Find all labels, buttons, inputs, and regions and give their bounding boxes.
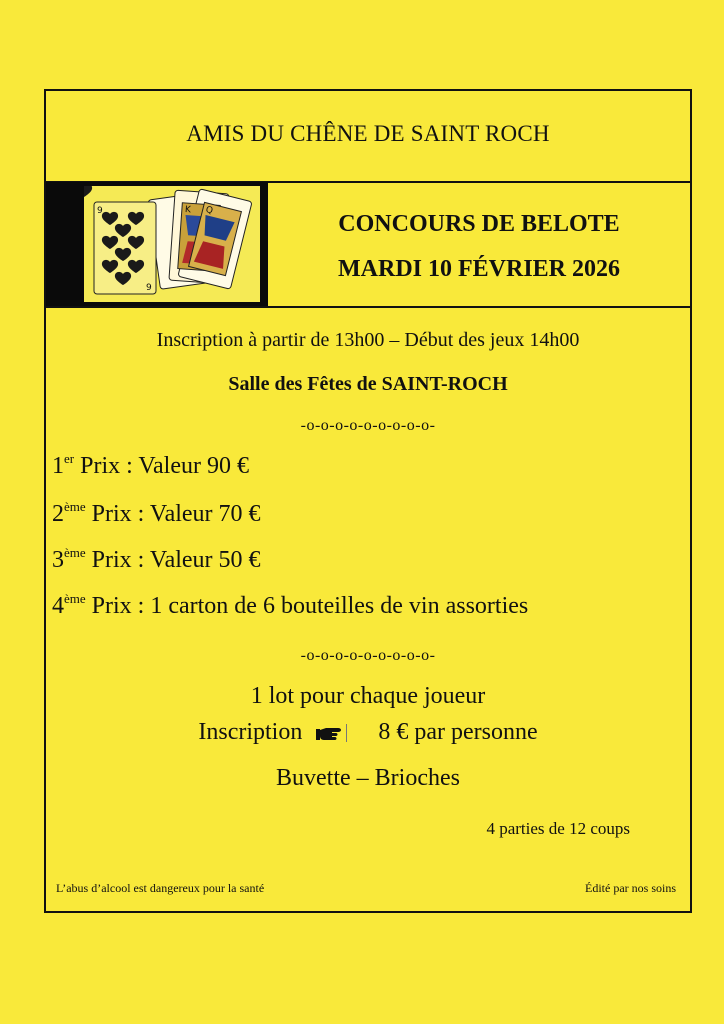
cards-illustration-box: [46, 182, 268, 306]
event-date: MARDI 10 FÉVRIER 2026: [338, 256, 620, 282]
buvette: Buvette – Brioches: [276, 765, 460, 791]
separator-2: -o-o-o-o-o-o-o-o-o-: [300, 647, 436, 664]
game-format: 4 parties de 12 coups: [486, 819, 630, 838]
playing-cards-icon: [84, 186, 260, 302]
event-title-block: [268, 183, 690, 305]
lot-per-player: 1 lot pour chaque joueur: [250, 683, 486, 709]
venue: Salle des Fêtes de SAINT-ROCH: [228, 373, 508, 395]
organization-name: AMIS DU CHÊNE DE SAINT ROCH: [186, 121, 550, 146]
prize-4: 4ème Prix : 1 carton de 6 bouteilles de vin assorties: [52, 591, 529, 619]
prize-3: 3ème Prix : Valeur 50 €: [52, 545, 261, 573]
inscription-label: Inscription: [198, 719, 303, 745]
inscription-hours: Inscription à partir de 13h00 – Début des jeux 14h00: [156, 329, 580, 351]
event-title: CONCOURS DE BELOTE: [338, 211, 620, 237]
svg-text:K: K: [184, 204, 192, 216]
svg-text:9: 9: [146, 283, 152, 293]
poster-frame: [44, 89, 692, 913]
separator-1: -o-o-o-o-o-o-o-o-o-: [300, 417, 436, 434]
alcohol-warning: L’abus d’alcool est dangereux pour la santé: [56, 881, 265, 895]
prize-2: 2ème Prix : Valeur 70 €: [52, 499, 261, 527]
inscription-price-line: [46, 719, 690, 746]
prize-1: 1er Prix : Valeur 90 €: [52, 451, 249, 479]
inscription-price: 8 € par personne: [378, 719, 538, 745]
edited-by: Édité par nos soins: [585, 881, 676, 895]
svg-text:9: 9: [97, 206, 103, 216]
pointing-hand-icon: [316, 722, 364, 744]
divider-bottom: [46, 306, 690, 308]
svg-text:Q: Q: [204, 205, 214, 217]
